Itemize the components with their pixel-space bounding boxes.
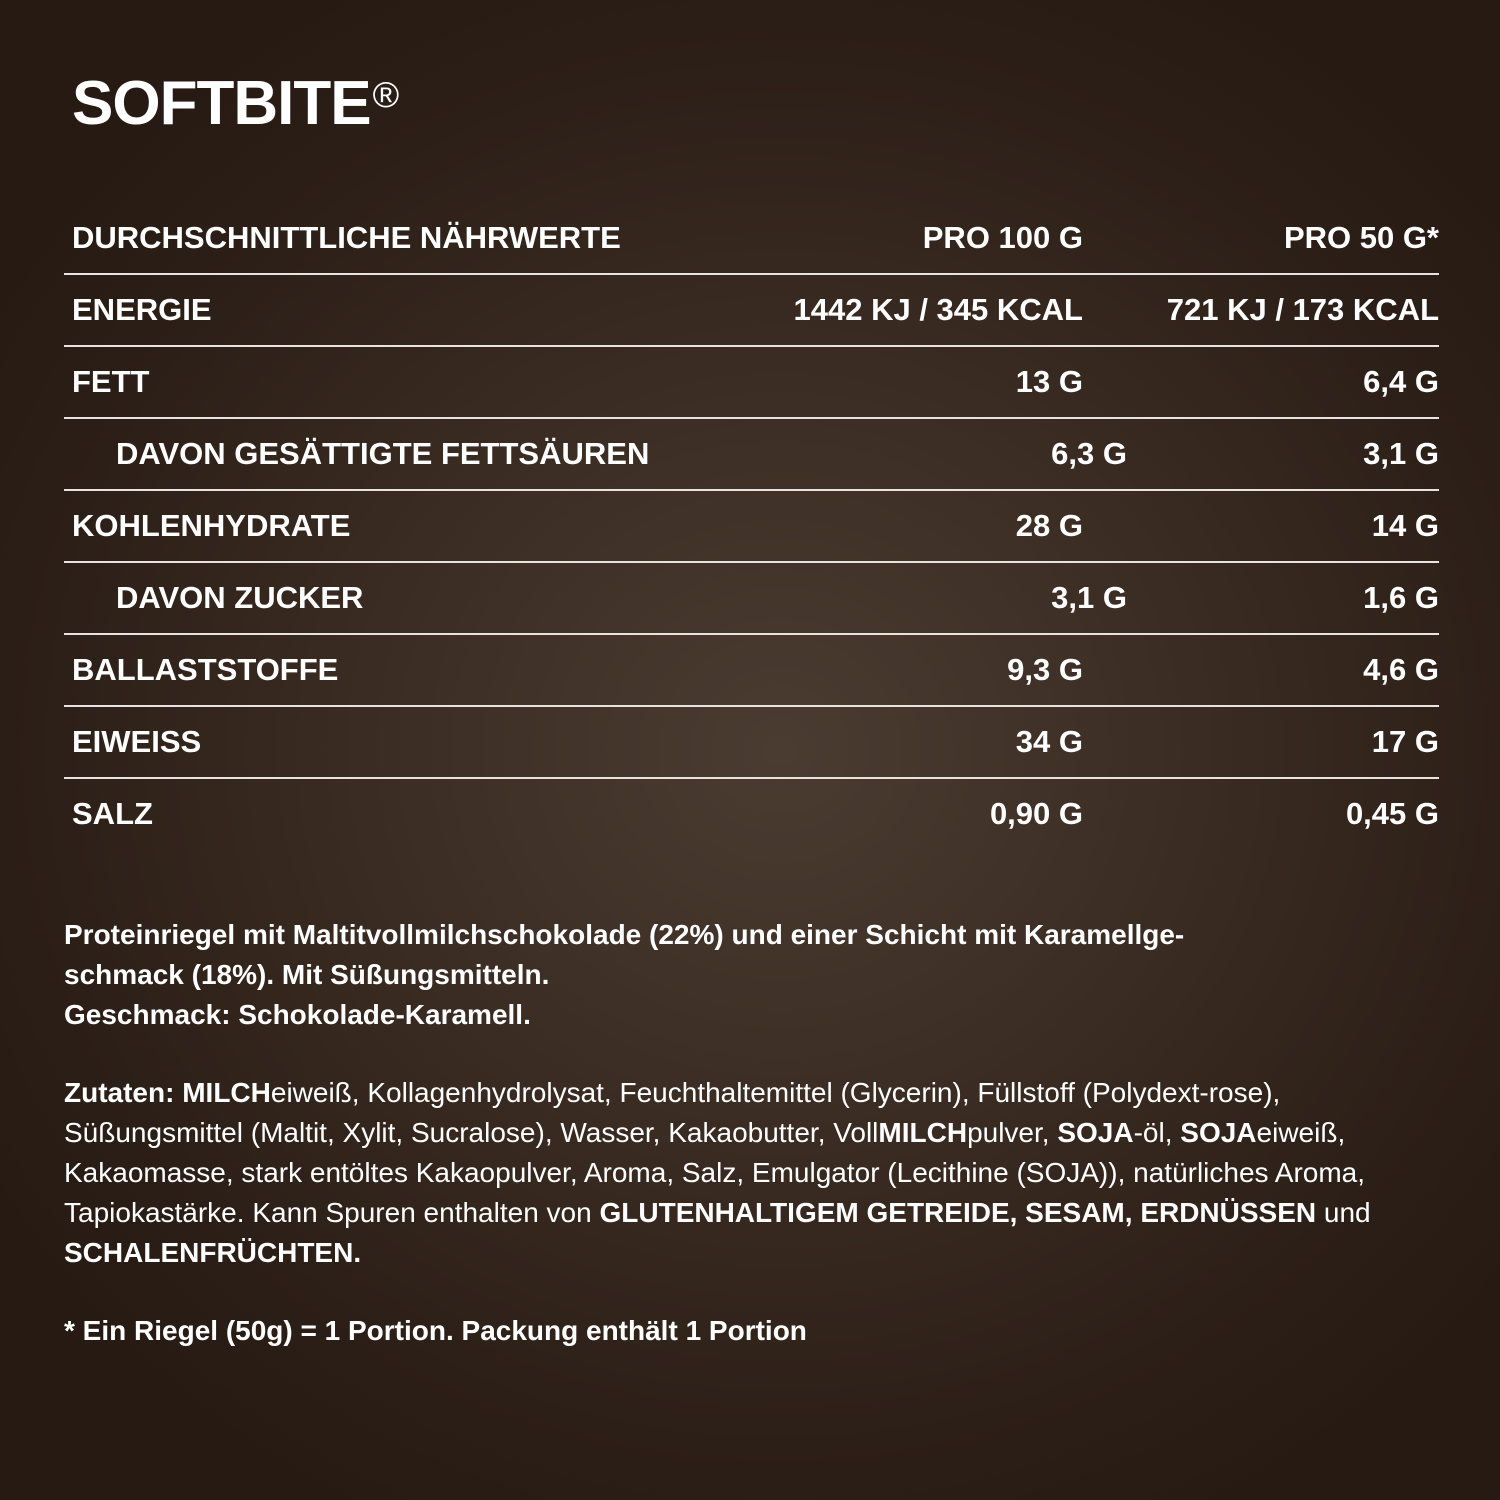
- nutrient-per50: 0,45 G: [1345, 796, 1439, 831]
- ingredients-list: [64, 1073, 1404, 1273]
- nutrient-name: KOHLENHYDRATE: [72, 508, 351, 543]
- nutrition-header-label: DURCHSCHNITTLICHE NÄHRWERTE: [72, 220, 621, 255]
- nutrition-row: [64, 779, 1439, 849]
- nutrient-per50: 4,6 G: [1363, 652, 1439, 687]
- nutrition-row: [64, 275, 1439, 347]
- nutrition-row: [64, 491, 1439, 563]
- portion-footnote: * Ein Riegel (50g) = 1 Portion. Packung enthält 1 Portion: [64, 1315, 807, 1346]
- description-line: Geschmack: Schokolade-Karamell.: [64, 999, 531, 1030]
- brand-name: SOFTBITE: [72, 69, 371, 138]
- nutrient-per50: 3,1 G: [1363, 436, 1439, 471]
- allergen-text: SOJA: [1057, 1117, 1134, 1148]
- nutrition-header-per50: PRO 50 G*: [1283, 220, 1439, 255]
- nutrition-header-row: [64, 203, 1439, 275]
- nutrient-per50: 1,6 G: [1363, 580, 1439, 615]
- nutrient-per100: 0,90 G: [989, 796, 1083, 831]
- ingredients-fragment: -öl,: [1133, 1117, 1181, 1148]
- nutrient-per100: 1442 KJ / 345 KCAL: [793, 292, 1083, 327]
- ingredients-fragment: und: [1316, 1197, 1371, 1228]
- nutrient-per100: 13 G: [1015, 364, 1083, 399]
- nutrient-name: SALZ: [72, 796, 153, 831]
- nutrient-name: BALLASTSTOFFE: [72, 652, 339, 687]
- allergen-text: SOJA: [1180, 1117, 1257, 1148]
- nutrient-name: EIWEISS: [72, 724, 202, 759]
- ingredients-fragment: Zutaten:: [64, 1077, 183, 1108]
- nutrition-header-per100: PRO 100 G: [922, 220, 1083, 255]
- nutrition-row: [64, 563, 1439, 635]
- ingredients-fragment: eiweiß, Kollagenhydrolysat, Feuchthaltemittel (Glycerin), Füllstoff (Polydext-rose), Süßungsmittel (Maltit, Xylit, Sucralose), Wasser, Kakaobutter, Voll: [64, 1077, 1281, 1148]
- nutrition-table: [64, 203, 1439, 849]
- nutrient-per100: 9,3 G: [1007, 652, 1083, 687]
- nutrient-per50: 14 G: [1371, 508, 1439, 543]
- nutrient-name: ENERGIE: [72, 292, 212, 327]
- nutrient-name: DAVON ZUCKER: [116, 580, 364, 615]
- nutrient-per50: 6,4 G: [1363, 364, 1439, 399]
- nutrient-per50: 721 KJ / 173 KCAL: [1166, 292, 1439, 327]
- description-line: schmack (18%). Mit Süßungsmitteln.: [64, 959, 550, 990]
- allergen-text: SCHALENFRÜCHTEN.: [64, 1237, 362, 1268]
- nutrition-row: [64, 347, 1439, 419]
- nutrition-row: [64, 635, 1439, 707]
- product-description: [64, 915, 1404, 1035]
- nutrient-per100: 3,1 G: [1051, 580, 1127, 615]
- allergen-text: MILCH: [878, 1117, 968, 1148]
- nutrient-name: DAVON GESÄTTIGTE FETTSÄUREN: [116, 436, 650, 471]
- allergen-text: MILCH: [182, 1077, 271, 1108]
- nutrient-per100: 28 G: [1015, 508, 1083, 543]
- nutrient-per100: 6,3 G: [1051, 436, 1127, 471]
- nutrient-per100: 34 G: [1015, 724, 1083, 759]
- description-line: Proteinriegel mit Maltitvollmilchschokolade (22%) und einer Schicht mit Karamellge-: [64, 919, 1185, 950]
- nutrition-row: [64, 419, 1439, 491]
- brand-title: [72, 68, 398, 139]
- registered-mark: ®: [372, 74, 399, 115]
- nutrient-per50: 17 G: [1371, 724, 1439, 759]
- allergen-text: GLUTENHALTIGEM GETREIDE, SESAM, ERDNÜSSEN: [599, 1197, 1317, 1228]
- ingredients-fragment: pulver,: [967, 1117, 1058, 1148]
- nutrition-row: [64, 707, 1439, 779]
- ingredients-fragment: eiweiß, Kakaomasse, stark entöltes Kakaopulver, Aroma, Salz, Emulgator (Lecithine (SOJA)), natürliches Aroma, Tapiokastärke. Kann Spuren enthalten von: [64, 1117, 1366, 1228]
- nutrient-name: FETT: [72, 364, 150, 399]
